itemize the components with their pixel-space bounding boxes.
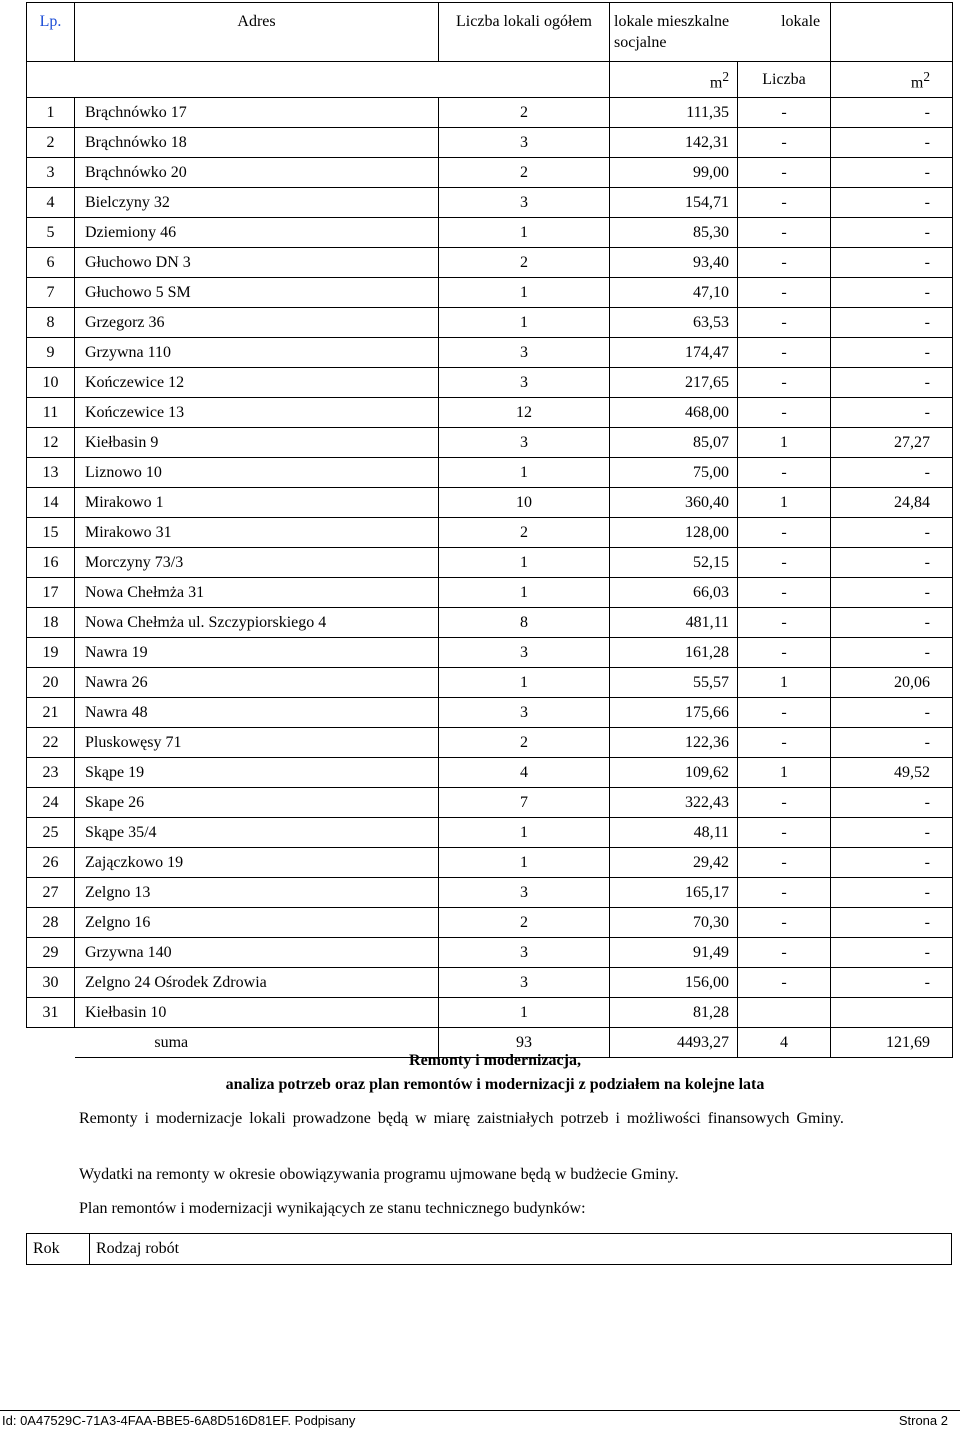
row-m2: 93,40	[610, 248, 738, 278]
row-lp: 3	[27, 158, 75, 188]
row-m2: 156,00	[610, 968, 738, 998]
page-footer	[0, 1410, 960, 1428]
table-row	[27, 338, 953, 368]
row-soc-liczba: -	[738, 278, 831, 308]
row-soc-liczba: -	[738, 308, 831, 338]
row-lp: 2	[27, 128, 75, 158]
document-id: Id: 0A47529C-71A3-4FAA-BBE5-6A8D516D81EF. Podpisany	[2, 1413, 356, 1428]
table-row	[27, 548, 953, 578]
sum-liczba: 93	[439, 1028, 610, 1058]
row-adres: Kończewice 13	[75, 398, 439, 428]
row-soc-liczba: -	[738, 578, 831, 608]
row-liczba: 3	[439, 368, 610, 398]
row-soc-liczba: -	[738, 938, 831, 968]
row-soc-m2: -	[831, 608, 953, 638]
row-soc-m2: -	[831, 908, 953, 938]
row-adres: Kiełbasin 9	[75, 428, 439, 458]
row-lp: 1	[27, 98, 75, 128]
row-liczba: 7	[439, 788, 610, 818]
row-soc-m2: -	[831, 968, 953, 998]
header-lp: Lp.	[27, 3, 75, 62]
row-adres: Pluskowęsy 71	[75, 728, 439, 758]
row-soc-liczba: -	[738, 458, 831, 488]
row-soc-liczba: -	[738, 338, 831, 368]
header-liczba-lokali: Liczba lokali ogółem	[439, 3, 610, 62]
row-soc-liczba: -	[738, 728, 831, 758]
header-empty	[831, 3, 953, 62]
table-subheader-row	[27, 62, 953, 98]
table-row	[27, 308, 953, 338]
row-m2: 85,30	[610, 218, 738, 248]
row-liczba: 3	[439, 968, 610, 998]
row-lp: 17	[27, 578, 75, 608]
header-m2-mieszkalne: $m^2$	[610, 62, 738, 98]
row-liczba: 2	[439, 98, 610, 128]
row-soc-m2: -	[831, 728, 953, 758]
row-lp: 24	[27, 788, 75, 818]
row-liczba: 3	[439, 638, 610, 668]
row-adres: Brąchnówko 17	[75, 98, 439, 128]
header-mieszkalne-socjalne: lokale mieszkalne lokale socjalne	[610, 3, 831, 62]
row-soc-liczba: -	[738, 398, 831, 428]
row-soc-liczba: -	[738, 218, 831, 248]
row-m2: 66,03	[610, 578, 738, 608]
row-m2: 161,28	[610, 638, 738, 668]
table-row	[27, 278, 953, 308]
row-adres: Morczyny 73/3	[75, 548, 439, 578]
table-row	[27, 248, 953, 278]
row-m2: 70,30	[610, 908, 738, 938]
plan-table	[26, 1233, 952, 1265]
row-soc-liczba: -	[738, 908, 831, 938]
plan-header-rok: Rok	[27, 1234, 90, 1265]
row-lp: 4	[27, 188, 75, 218]
row-lp: 20	[27, 668, 75, 698]
row-liczba: 4	[439, 758, 610, 788]
row-liczba: 3	[439, 878, 610, 908]
row-m2: 81,28	[610, 998, 738, 1028]
row-lp: 15	[27, 518, 75, 548]
row-soc-liczba: -	[738, 788, 831, 818]
row-liczba: 1	[439, 218, 610, 248]
row-liczba: 3	[439, 188, 610, 218]
row-m2: 109,62	[610, 758, 738, 788]
row-lp: 18	[27, 608, 75, 638]
table-row	[27, 98, 953, 128]
table-row	[27, 188, 953, 218]
row-soc-m2: -	[831, 878, 953, 908]
paragraph-plan: Plan remontów i modernizacji wynikających ze stanu technicznego budynków:	[79, 1200, 586, 1217]
sum-soc-m2: 121,69	[831, 1028, 953, 1058]
section-title: Remonty i modernizacja,	[409, 1052, 581, 1069]
row-lp: 6	[27, 248, 75, 278]
table-row	[27, 668, 953, 698]
row-m2: 154,71	[610, 188, 738, 218]
page-number: Strona 2	[898, 1413, 948, 1428]
row-m2: 175,66	[610, 698, 738, 728]
row-soc-liczba: -	[738, 638, 831, 668]
row-lp: 10	[27, 368, 75, 398]
table-row	[27, 728, 953, 758]
row-adres: Mirakowo 1	[75, 488, 439, 518]
row-soc-m2: -	[831, 248, 953, 278]
row-soc-m2: 20,06	[831, 668, 953, 698]
row-m2: 142,31	[610, 128, 738, 158]
row-m2: 29,42	[610, 848, 738, 878]
plan-header-rodzaj: Rodzaj robót	[90, 1234, 952, 1265]
row-soc-liczba: 1	[738, 758, 831, 788]
row-soc-m2: -	[831, 128, 953, 158]
row-liczba: 12	[439, 398, 610, 428]
row-liczba: 2	[439, 728, 610, 758]
header-liczba-socjalne: Liczba	[738, 62, 831, 98]
table-row	[27, 638, 953, 668]
table-row	[27, 788, 953, 818]
row-soc-m2: -	[831, 188, 953, 218]
row-lp: 5	[27, 218, 75, 248]
row-lp: 14	[27, 488, 75, 518]
row-adres: Dziemiony 46	[75, 218, 439, 248]
row-adres: Skąpe 19	[75, 758, 439, 788]
row-lp: 9	[27, 338, 75, 368]
row-soc-m2: -	[831, 788, 953, 818]
row-liczba: 1	[439, 818, 610, 848]
row-liczba: 2	[439, 248, 610, 278]
row-soc-liczba: -	[738, 698, 831, 728]
row-lp: 29	[27, 938, 75, 968]
sum-m2: 4493,27	[610, 1028, 738, 1058]
row-m2: 111,35	[610, 98, 738, 128]
row-liczba: 3	[439, 938, 610, 968]
row-soc-liczba: 1	[738, 428, 831, 458]
row-adres: Nowa Chełmża ul. Szczypiorskiego 4	[75, 608, 439, 638]
row-soc-liczba: -	[738, 878, 831, 908]
row-soc-liczba: 1	[738, 668, 831, 698]
row-adres: Grzegorz 36	[75, 308, 439, 338]
row-adres: Kończewice 12	[75, 368, 439, 398]
row-liczba: 10	[439, 488, 610, 518]
table-row	[27, 698, 953, 728]
row-adres: Nawra 48	[75, 698, 439, 728]
row-adres: Brąchnówko 20	[75, 158, 439, 188]
row-adres: Grzywna 140	[75, 938, 439, 968]
row-m2: 52,15	[610, 548, 738, 578]
row-m2: 122,36	[610, 728, 738, 758]
row-liczba: 1	[439, 548, 610, 578]
row-lp: 12	[27, 428, 75, 458]
row-soc-m2: -	[831, 638, 953, 668]
row-lp: 13	[27, 458, 75, 488]
row-m2: 322,43	[610, 788, 738, 818]
row-adres: Bielczyny 32	[75, 188, 439, 218]
row-soc-m2: -	[831, 338, 953, 368]
row-lp: 21	[27, 698, 75, 728]
row-lp: 31	[27, 998, 75, 1028]
row-soc-liczba: -	[738, 248, 831, 278]
table-row	[27, 398, 953, 428]
row-lp: 19	[27, 638, 75, 668]
row-lp: 25	[27, 818, 75, 848]
table-row	[27, 968, 953, 998]
row-soc-m2: -	[831, 278, 953, 308]
row-liczba: 8	[439, 608, 610, 638]
row-m2: 360,40	[610, 488, 738, 518]
row-liczba: 1	[439, 578, 610, 608]
row-liczba: 1	[439, 668, 610, 698]
row-soc-m2: 27,27	[831, 428, 953, 458]
row-adres: Zelgno 16	[75, 908, 439, 938]
row-m2: 48,11	[610, 818, 738, 848]
row-soc-liczba: -	[738, 848, 831, 878]
paragraph-wydatki: Wydatki na remonty w okresie obowiązywania programu ujmowane będą w budżecie Gminy.	[79, 1166, 679, 1183]
housing-table	[26, 2, 953, 1058]
table-row	[27, 458, 953, 488]
row-adres: Zelgno 24 Ośrodek Zdrowia	[75, 968, 439, 998]
row-soc-m2: -	[831, 698, 953, 728]
row-adres: Mirakowo 31	[75, 518, 439, 548]
sum-label: suma	[75, 1028, 439, 1058]
table-row	[27, 818, 953, 848]
row-lp: 28	[27, 908, 75, 938]
row-m2: 75,00	[610, 458, 738, 488]
row-lp: 16	[27, 548, 75, 578]
row-adres: Skape 26	[75, 788, 439, 818]
table-row	[27, 998, 953, 1028]
row-adres: Skąpe 35/4	[75, 818, 439, 848]
row-liczba: 1	[439, 848, 610, 878]
row-liczba: 3	[439, 128, 610, 158]
row-lp: 11	[27, 398, 75, 428]
table-row	[27, 368, 953, 398]
row-lp: 23	[27, 758, 75, 788]
row-soc-m2	[831, 998, 953, 1028]
row-soc-m2: -	[831, 818, 953, 848]
row-m2: 99,00	[610, 158, 738, 188]
row-adres: Nawra 26	[75, 668, 439, 698]
row-soc-m2: -	[831, 548, 953, 578]
row-lp: 8	[27, 308, 75, 338]
row-m2: 85,07	[610, 428, 738, 458]
row-soc-m2: -	[831, 368, 953, 398]
row-adres: Zelgno 13	[75, 878, 439, 908]
row-m2: 481,11	[610, 608, 738, 638]
row-soc-m2: -	[831, 98, 953, 128]
row-liczba: 1	[439, 308, 610, 338]
row-soc-liczba: -	[738, 368, 831, 398]
row-lp: 22	[27, 728, 75, 758]
row-m2: 91,49	[610, 938, 738, 968]
table-row	[27, 758, 953, 788]
table-header-row	[27, 3, 953, 62]
table-row	[27, 848, 953, 878]
row-liczba: 3	[439, 698, 610, 728]
row-adres: Zajączkowo 19	[75, 848, 439, 878]
header-adres: Adres	[75, 3, 439, 62]
table-row	[27, 128, 953, 158]
row-adres: Liznowo 10	[75, 458, 439, 488]
row-lp: 26	[27, 848, 75, 878]
table-row	[27, 578, 953, 608]
row-soc-m2: -	[831, 398, 953, 428]
row-soc-liczba: -	[738, 188, 831, 218]
row-adres: Nawra 19	[75, 638, 439, 668]
row-soc-m2: -	[831, 218, 953, 248]
row-adres: Nowa Chełmża 31	[75, 578, 439, 608]
row-soc-liczba: -	[738, 158, 831, 188]
row-soc-m2: -	[831, 518, 953, 548]
row-liczba: 3	[439, 428, 610, 458]
row-m2: 165,17	[610, 878, 738, 908]
row-liczba: 1	[439, 998, 610, 1028]
row-soc-m2: -	[831, 938, 953, 968]
header-m2-socjalne: $m^2$	[831, 62, 953, 98]
row-soc-liczba: -	[738, 518, 831, 548]
row-adres: Brąchnówko 18	[75, 128, 439, 158]
row-soc-liczba	[738, 998, 831, 1028]
row-soc-liczba: -	[738, 548, 831, 578]
row-adres: Kiełbasin 10	[75, 998, 439, 1028]
table-row	[27, 218, 953, 248]
sum-soc-liczba: 4	[738, 1028, 831, 1058]
table-row	[27, 518, 953, 548]
row-soc-liczba: -	[738, 608, 831, 638]
row-soc-liczba: -	[738, 98, 831, 128]
row-m2: 63,53	[610, 308, 738, 338]
row-m2: 468,00	[610, 398, 738, 428]
row-lp: 30	[27, 968, 75, 998]
row-soc-liczba: 1	[738, 488, 831, 518]
row-soc-m2: -	[831, 158, 953, 188]
row-soc-liczba: -	[738, 818, 831, 848]
row-soc-m2: -	[831, 458, 953, 488]
table-row	[27, 908, 953, 938]
row-soc-liczba: -	[738, 128, 831, 158]
row-soc-m2: -	[831, 308, 953, 338]
table-row	[27, 878, 953, 908]
section-subtitle: analiza potrzeb oraz plan remontów i modernizacji z podziałem na kolejne lata	[225, 1076, 765, 1093]
row-liczba: 2	[439, 158, 610, 188]
row-m2: 128,00	[610, 518, 738, 548]
table-row	[27, 428, 953, 458]
row-m2: 174,47	[610, 338, 738, 368]
row-soc-liczba: -	[738, 968, 831, 998]
row-soc-m2: -	[831, 578, 953, 608]
row-m2: 55,57	[610, 668, 738, 698]
row-lp: 27	[27, 878, 75, 908]
row-adres: Głuchowo DN 3	[75, 248, 439, 278]
row-soc-m2: 49,52	[831, 758, 953, 788]
table-row	[27, 488, 953, 518]
row-adres: Grzywna 110	[75, 338, 439, 368]
table-row	[27, 608, 953, 638]
row-liczba: 2	[439, 908, 610, 938]
table-row	[27, 938, 953, 968]
paragraph-remonty: Remonty i modernizacje lokali prowadzone będą w miarę zaistniałych potrzeb i możliwości finansowych Gminy.	[79, 1110, 844, 1127]
row-m2: 47,10	[610, 278, 738, 308]
row-liczba: 1	[439, 278, 610, 308]
row-adres: Głuchowo 5 SM	[75, 278, 439, 308]
row-soc-m2: -	[831, 848, 953, 878]
row-liczba: 3	[439, 338, 610, 368]
row-m2: 217,65	[610, 368, 738, 398]
table-row	[27, 158, 953, 188]
row-liczba: 2	[439, 518, 610, 548]
row-liczba: 1	[439, 458, 610, 488]
row-lp: 7	[27, 278, 75, 308]
row-soc-m2: 24,84	[831, 488, 953, 518]
